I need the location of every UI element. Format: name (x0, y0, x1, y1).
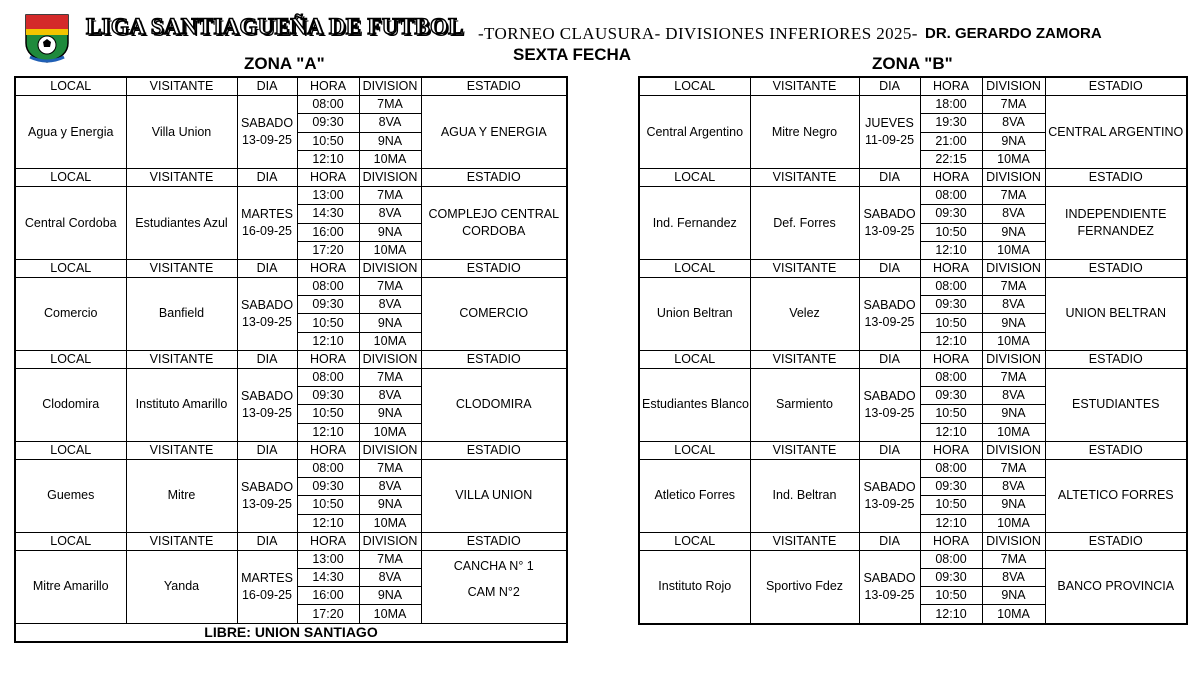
match-day-name: SABADO (240, 388, 294, 403)
header-row (639, 168, 1187, 186)
column-header: VISITANTE (750, 259, 859, 277)
column-header: VISITANTE (126, 350, 237, 368)
match-time: 10:50 (920, 314, 982, 332)
match-time: 10:50 (920, 496, 982, 514)
division: 9NA (982, 132, 1045, 150)
column-header: ESTADIO (1045, 532, 1187, 550)
division: 10MA (359, 332, 421, 350)
division: 10MA (359, 423, 421, 441)
match-day (237, 369, 297, 442)
division: 9NA (982, 314, 1045, 332)
stadium: VILLA UNION (421, 459, 567, 532)
column-header: ESTADIO (421, 259, 567, 277)
table-row (15, 96, 567, 114)
libre-team: LIBRE: UNION SANTIAGO (15, 623, 567, 642)
column-header: LOCAL (639, 532, 750, 550)
match-time: 09:30 (920, 478, 982, 496)
division: 7MA (982, 550, 1045, 568)
division: 8VA (359, 205, 421, 223)
header-row (15, 259, 567, 277)
match-time: 12:10 (297, 423, 359, 441)
local-team: Union Beltran (639, 278, 750, 351)
column-header: VISITANTE (750, 168, 859, 186)
division: 7MA (982, 278, 1045, 296)
match-time: 08:00 (297, 459, 359, 477)
column-header: DIVISION (359, 350, 421, 368)
stadium (421, 550, 567, 623)
match-day-name: SABADO (863, 479, 916, 494)
header-row (639, 350, 1187, 368)
division: 9NA (359, 132, 421, 150)
division: 10MA (982, 514, 1045, 532)
column-header: ESTADIO (1045, 350, 1187, 368)
match-day-name: MARTES (241, 570, 293, 585)
match-time: 12:10 (920, 605, 982, 624)
match-time: 12:10 (920, 241, 982, 259)
match-time: 08:00 (297, 278, 359, 296)
match-time: 08:00 (920, 369, 982, 387)
match-day (237, 278, 297, 351)
column-header: DIA (237, 168, 297, 186)
match-time: 12:10 (920, 332, 982, 350)
division: 8VA (982, 478, 1045, 496)
table-row (639, 369, 1187, 387)
match-time: 09:30 (297, 478, 359, 496)
author-name: DR. GERARDO ZAMORA (925, 25, 1102, 42)
division: 10MA (982, 605, 1045, 624)
division: 7MA (982, 369, 1045, 387)
column-header: HORA (297, 259, 359, 277)
stadium: COMERCIO (421, 278, 567, 351)
match-date: 13-09-25 (241, 314, 293, 329)
division: 8VA (982, 114, 1045, 132)
match-day-name: SABADO (863, 388, 916, 403)
column-header: DIA (237, 77, 297, 96)
division: 7MA (982, 96, 1045, 114)
column-header: VISITANTE (750, 441, 859, 459)
column-header: DIVISION (359, 259, 421, 277)
column-header: LOCAL (639, 77, 750, 96)
division: 10MA (982, 423, 1045, 441)
stadium: COMPLEJO CENTRAL CORDOBA (421, 187, 567, 260)
table-row (15, 550, 567, 568)
column-header: DIVISION (359, 441, 421, 459)
division: 7MA (359, 369, 421, 387)
match-time: 09:30 (297, 387, 359, 405)
column-header: ESTADIO (1045, 259, 1187, 277)
table-row (639, 550, 1187, 568)
division: 8VA (982, 296, 1045, 314)
column-header: VISITANTE (126, 77, 237, 96)
header-row (15, 532, 567, 550)
division: 8VA (982, 387, 1045, 405)
column-header: LOCAL (15, 532, 126, 550)
match-day (859, 96, 920, 169)
column-header: DIVISION (982, 168, 1045, 186)
match-time: 09:30 (920, 569, 982, 587)
division: 9NA (359, 587, 421, 605)
local-team: Atletico Forres (639, 459, 750, 532)
match-day (859, 550, 920, 623)
division: 9NA (359, 405, 421, 423)
division: 10MA (982, 241, 1045, 259)
column-header: ESTADIO (421, 350, 567, 368)
match-time: 09:30 (297, 296, 359, 314)
libre-row (15, 623, 567, 642)
match-time: 21:00 (920, 132, 982, 150)
match-time: 08:00 (297, 96, 359, 114)
match-date: 16-09-25 (241, 587, 293, 602)
match-time: 12:10 (297, 332, 359, 350)
column-header: DIA (859, 441, 920, 459)
division: 10MA (359, 514, 421, 532)
match-time: 10:50 (297, 496, 359, 514)
local-team: Comercio (15, 278, 126, 351)
match-time: 08:00 (920, 278, 982, 296)
match-day (237, 187, 297, 260)
division: 7MA (359, 96, 421, 114)
match-date: 13-09-25 (864, 224, 915, 238)
stadium-line: CAM N°2 (467, 584, 520, 599)
column-header: LOCAL (15, 77, 126, 96)
match-time: 14:30 (297, 569, 359, 587)
visiting-team: Villa Union (126, 96, 237, 169)
column-header: LOCAL (15, 259, 126, 277)
zone-b-table (638, 76, 1188, 625)
column-header: HORA (297, 441, 359, 459)
column-header: LOCAL (15, 441, 126, 459)
match-time: 10:50 (920, 405, 982, 423)
match-day (237, 96, 297, 169)
league-name: LIGA SANTIAGUEÑA DE FUTBOL (86, 14, 464, 39)
table-row (639, 187, 1187, 205)
division: 10MA (359, 241, 421, 259)
column-header: ESTADIO (1045, 77, 1187, 96)
column-header: LOCAL (639, 168, 750, 186)
match-time: 19:30 (920, 114, 982, 132)
match-date: 16-09-25 (241, 224, 293, 238)
match-time: 13:00 (297, 550, 359, 568)
local-team: Mitre Amarillo (15, 550, 126, 623)
match-time: 09:30 (920, 205, 982, 223)
local-team: Ind. Fernandez (639, 187, 750, 260)
division: 9NA (982, 496, 1045, 514)
column-header: DIVISION (982, 350, 1045, 368)
column-header: ESTADIO (1045, 168, 1187, 186)
match-date: 13-09-25 (864, 496, 915, 511)
division: 7MA (359, 459, 421, 477)
column-header: VISITANTE (126, 441, 237, 459)
column-header: HORA (920, 259, 982, 277)
column-header: DIVISION (982, 77, 1045, 96)
division: 8VA (359, 478, 421, 496)
column-header: HORA (920, 168, 982, 186)
local-team: Guemes (15, 459, 126, 532)
match-day-name: SABADO (240, 297, 294, 312)
match-date: 13-09-25 (241, 405, 293, 420)
division: 9NA (359, 496, 421, 514)
column-header: HORA (920, 77, 982, 96)
column-header: DIA (859, 350, 920, 368)
match-time: 08:00 (297, 369, 359, 387)
column-header: ESTADIO (421, 77, 567, 96)
header-row (639, 259, 1187, 277)
column-header: LOCAL (15, 350, 126, 368)
tournament-title: -TORNEO CLAUSURA- DIVISIONES INFERIORES 2025- (478, 24, 918, 43)
column-header: HORA (920, 350, 982, 368)
match-time: 12:10 (920, 514, 982, 532)
stadium: UNION BELTRAN (1045, 278, 1187, 351)
visiting-team: Instituto Amarillo (126, 369, 237, 442)
match-time: 10:50 (297, 314, 359, 332)
match-time: 12:10 (297, 150, 359, 168)
column-header: HORA (297, 350, 359, 368)
match-day-name: JUEVES (865, 116, 914, 131)
column-header: DIVISION (359, 168, 421, 186)
local-team: Estudiantes Blanco (639, 369, 750, 442)
match-time: 16:00 (297, 587, 359, 605)
column-header: VISITANTE (750, 77, 859, 96)
match-time: 18:00 (920, 96, 982, 114)
column-header: HORA (920, 532, 982, 550)
division: 9NA (982, 223, 1045, 241)
column-header: ESTADIO (421, 168, 567, 186)
match-time: 22:15 (920, 150, 982, 168)
match-date: 13-09-25 (864, 314, 915, 329)
division: 8VA (982, 205, 1045, 223)
league-logo (24, 13, 70, 63)
match-time: 10:50 (920, 223, 982, 241)
header-row (15, 441, 567, 459)
match-time: 09:30 (920, 387, 982, 405)
match-day-name: SABADO (863, 297, 916, 312)
table-row (639, 96, 1187, 114)
match-day-name: SABADO (863, 207, 916, 221)
header-row (639, 532, 1187, 550)
local-team: Instituto Rojo (639, 550, 750, 623)
local-team: Agua y Energia (15, 96, 126, 169)
local-team: Central Argentino (639, 96, 750, 169)
match-time: 12:10 (297, 514, 359, 532)
match-time: 14:30 (297, 205, 359, 223)
table-row (15, 459, 567, 477)
column-header: HORA (297, 77, 359, 96)
match-time: 10:50 (297, 132, 359, 150)
division: 9NA (359, 223, 421, 241)
match-time: 17:20 (297, 241, 359, 259)
stadium: CENTRAL ARGENTINO (1045, 96, 1187, 169)
visiting-team: Velez (750, 278, 859, 351)
match-time: 17:20 (297, 605, 359, 623)
division: 9NA (982, 405, 1045, 423)
visiting-team: Mitre (126, 459, 237, 532)
match-day (859, 369, 920, 442)
local-team: Clodomira (15, 369, 126, 442)
stadium: ESTUDIANTES (1045, 369, 1187, 442)
match-day-name: SABADO (240, 116, 294, 131)
match-time: 16:00 (297, 223, 359, 241)
column-header: LOCAL (639, 441, 750, 459)
division: 8VA (982, 569, 1045, 587)
visiting-team: Ind. Beltran (750, 459, 859, 532)
column-header: DIA (859, 168, 920, 186)
match-day (859, 187, 920, 260)
division: 7MA (359, 278, 421, 296)
column-header: DIA (859, 77, 920, 96)
match-day (859, 459, 920, 532)
stadium-line: CANCHA N° 1 (453, 558, 534, 573)
visiting-team: Sarmiento (750, 369, 859, 442)
table-row (15, 187, 567, 205)
header-row (15, 350, 567, 368)
division: 7MA (982, 459, 1045, 477)
visiting-team: Sportivo Fdez (750, 550, 859, 623)
local-team: Central Cordoba (15, 187, 126, 260)
column-header: DIA (859, 259, 920, 277)
zone-a-title: ZONA "A" (244, 54, 325, 73)
match-time: 08:00 (920, 187, 982, 205)
visiting-team: Yanda (126, 550, 237, 623)
match-day (237, 459, 297, 532)
stadium: BANCO PROVINCIA (1045, 550, 1187, 623)
match-day (237, 550, 297, 623)
division: 10MA (359, 150, 421, 168)
match-time: 08:00 (920, 550, 982, 568)
column-header: DIVISION (982, 259, 1045, 277)
division: 8VA (359, 387, 421, 405)
match-day-name: MARTES (241, 207, 293, 221)
zone-b-title: ZONA "B" (872, 54, 953, 73)
division: 8VA (359, 296, 421, 314)
column-header: ESTADIO (421, 532, 567, 550)
division: 7MA (982, 187, 1045, 205)
match-date: 11-09-25 (864, 133, 915, 148)
column-header: DIVISION (982, 441, 1045, 459)
header-row (639, 77, 1187, 96)
column-header: ESTADIO (1045, 441, 1187, 459)
header-row (639, 441, 1187, 459)
column-header: ESTADIO (421, 441, 567, 459)
visiting-team: Estudiantes Azul (126, 187, 237, 260)
stadium: AGUA Y ENERGIA (421, 96, 567, 169)
visiting-team: Mitre Negro (750, 96, 859, 169)
match-date: 13-09-25 (241, 133, 293, 148)
division: 10MA (359, 605, 421, 623)
column-header: DIVISION (359, 77, 421, 96)
division: 7MA (359, 550, 421, 568)
table-row (639, 278, 1187, 296)
match-time: 10:50 (920, 587, 982, 605)
column-header: DIA (859, 532, 920, 550)
stadium: INDEPENDIENTE FERNANDEZ (1045, 187, 1187, 260)
division: 8VA (359, 569, 421, 587)
column-header: HORA (297, 168, 359, 186)
match-time: 09:30 (920, 296, 982, 314)
match-time: 12:10 (920, 423, 982, 441)
column-header: VISITANTE (126, 259, 237, 277)
match-date: 13-09-25 (864, 587, 915, 602)
column-header: LOCAL (639, 259, 750, 277)
header-row (15, 168, 567, 186)
column-header: VISITANTE (126, 168, 237, 186)
table-row (639, 459, 1187, 477)
column-header: HORA (297, 532, 359, 550)
column-header: VISITANTE (750, 350, 859, 368)
match-time: 09:30 (297, 114, 359, 132)
match-date: 13-09-25 (241, 496, 293, 511)
match-date: 13-09-25 (864, 405, 915, 420)
visiting-team: Banfield (126, 278, 237, 351)
column-header: LOCAL (639, 350, 750, 368)
column-header: DIVISION (982, 532, 1045, 550)
column-header: HORA (920, 441, 982, 459)
match-time: 08:00 (920, 459, 982, 477)
column-header: DIA (237, 532, 297, 550)
match-day-name: SABADO (863, 570, 916, 585)
zone-a-table (14, 76, 568, 643)
column-header: DIVISION (359, 532, 421, 550)
division: 9NA (982, 587, 1045, 605)
table-row (15, 278, 567, 296)
column-header: LOCAL (15, 168, 126, 186)
header-row (15, 77, 567, 96)
column-header: VISITANTE (750, 532, 859, 550)
stadium: ALTETICO FORRES (1045, 459, 1187, 532)
division: 9NA (359, 314, 421, 332)
visiting-team: Def. Forres (750, 187, 859, 260)
column-header: DIA (237, 350, 297, 368)
division: 10MA (982, 150, 1045, 168)
column-header: DIA (237, 441, 297, 459)
column-header: DIA (237, 259, 297, 277)
match-day-name: SABADO (240, 479, 294, 494)
column-header: VISITANTE (126, 532, 237, 550)
division: 7MA (359, 187, 421, 205)
division: 10MA (982, 332, 1045, 350)
match-time: 10:50 (297, 405, 359, 423)
division: 8VA (359, 114, 421, 132)
table-row (15, 369, 567, 387)
match-day (859, 278, 920, 351)
match-time: 13:00 (297, 187, 359, 205)
stadium: CLODOMIRA (421, 369, 567, 442)
round-title: SEXTA FECHA (513, 45, 632, 64)
